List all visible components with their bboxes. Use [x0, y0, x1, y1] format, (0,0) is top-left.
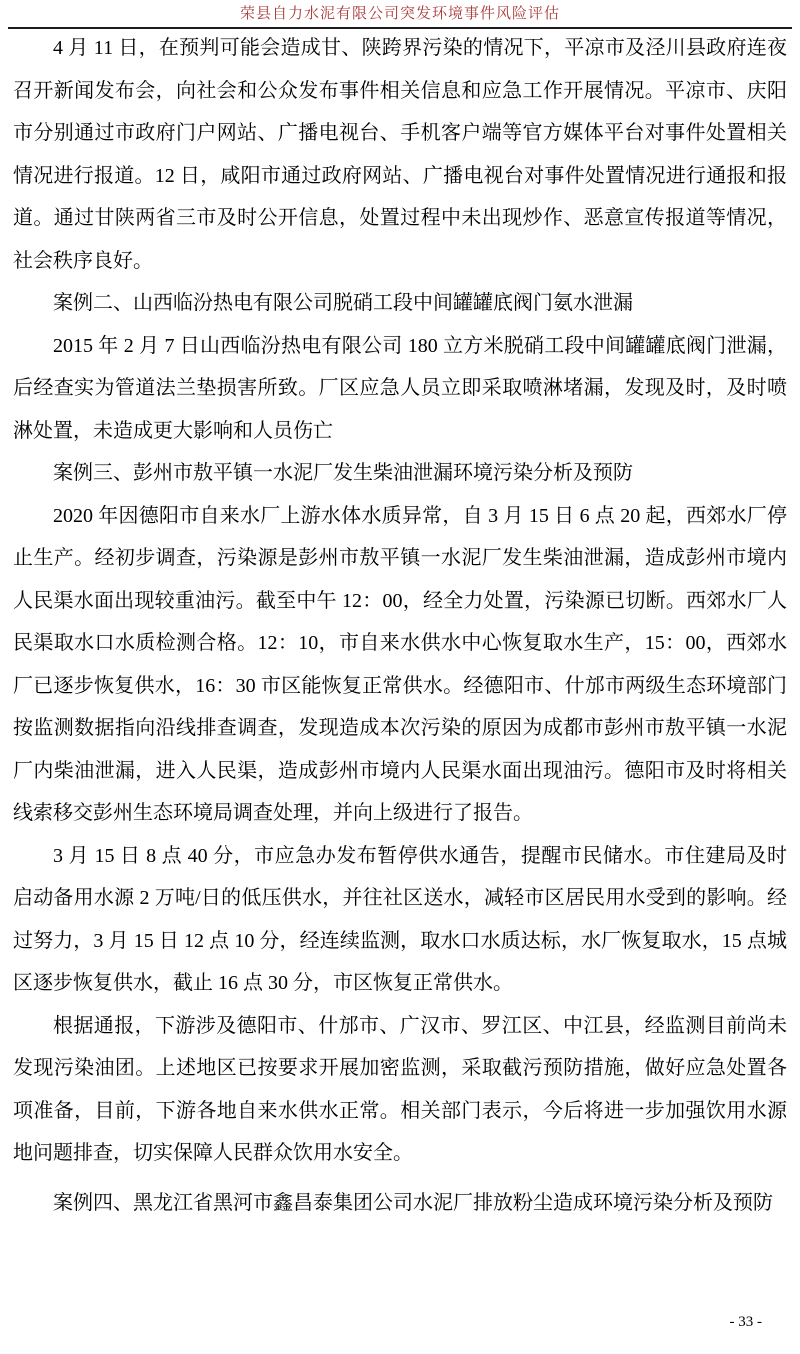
case-3-body-1: 2020 年因德阳市自来水厂上游水体水质异常，自 3 月 15 日 6 点 20 起，西郊水厂停止生产。经初步调查，污染源是彭州市敖平镇一水泥厂发生柴油泄漏，造成彭州市境内人民渠水面出现较重油污。截至中午 12：00，经全力处置，污染源已切断。西郊水厂人民渠取水口水质检测合格。12：10，市自来水供水中心恢复取水生产，15：00，西郊水厂已逐步恢复供水，16：30 市区能恢复正常供水。经德阳市、什邡市两级生态环境部门按监测数据指向沿线排查调查，发现造成本次污染的原因为成都市彭州市敖平镇一水泥厂内柴油泄漏，进入人民渠，造成彭州市境内人民渠水面出现油污。德阳市及时将相关线索移交彭州生态环境局调查处理，并向上级进行了报告。 — [13, 504, 787, 824]
case-3-body-3: 根据通报，下游涉及德阳市、什邡市、广汉市、罗江区、中江县，经监测目前尚未发现污染油团。上述地区已按要求开展加密监测，采取截污预防措施，做好应急处置各项准备，目前，下游各地自来水供水正常。相关部门表示，今后将进一步加强饮用水源地问题排查，切实保障人民群众饮用水安全。 — [13, 1014, 787, 1164]
page-number: - 33 - — [729, 1314, 762, 1330]
page-header-title: 荣县自力水泥有限公司突发环境事件风险评估 — [239, 6, 560, 22]
case-3-heading: 案例三、彭州市敖平镇一水泥厂发生柴油泄漏环境污染分析及预防 — [53, 462, 633, 484]
page-header — [0, 0, 800, 29]
case-3-body-2: 3 月 15 日 8 点 40 分，市应急办发布暂停供水通告，提醒市民储水。市住建局及时启动备用水源 2 万吨/日的低压供水，并往社区送水，减轻市区居民用水受到的影响。经过努力，3 月 15 日 12 点 10 分，经连续监测，取水口水质达标，水厂恢复取水，15 点城区逐步恢复供水，截止 16 点 30 分，市区恢复正常供水。 — [13, 844, 787, 994]
case-4-heading: 案例四、黑龙江省黑河市鑫昌泰集团公司水泥厂排放粉尘造成环境污染分析及预防 — [53, 1191, 773, 1214]
document-body — [13, 27, 787, 1224]
case-2-body: 2015 年 2 月 7 日山西临汾热电有限公司 180 立方米脱硝工段中间罐罐底阀门泄漏，后经查实为管道法兰垫损害所致。厂区应急人员立即采取喷淋堵漏，发现及时，及时喷淋处置，未造成更大影响和人员伤亡 — [13, 334, 787, 442]
case-2-heading: 案例二、山西临汾热电有限公司脱硝工段中间罐罐底阀门氨水泄漏 — [53, 292, 633, 314]
paragraph-media-response: 4 月 11 日，在预判可能会造成甘、陕跨界污染的情况下，平凉市及泾川县政府连夜召开新闻发布会，向社会和公众发布事件相关信息和应急工作开展情况。平凉市、庆阳市分别通过市政府门户网站、广播电视台、手机客户端等官方媒体平台对事件处置相关情况进行报道。12 日，咸阳市通过政府网站、广播电视台对事件处置情况进行通报和报道。通过甘陕两省三市及时公开信息，处置过程中未出现炒作、恶意宣传报道等情况，社会秩序良好。 — [13, 37, 787, 272]
